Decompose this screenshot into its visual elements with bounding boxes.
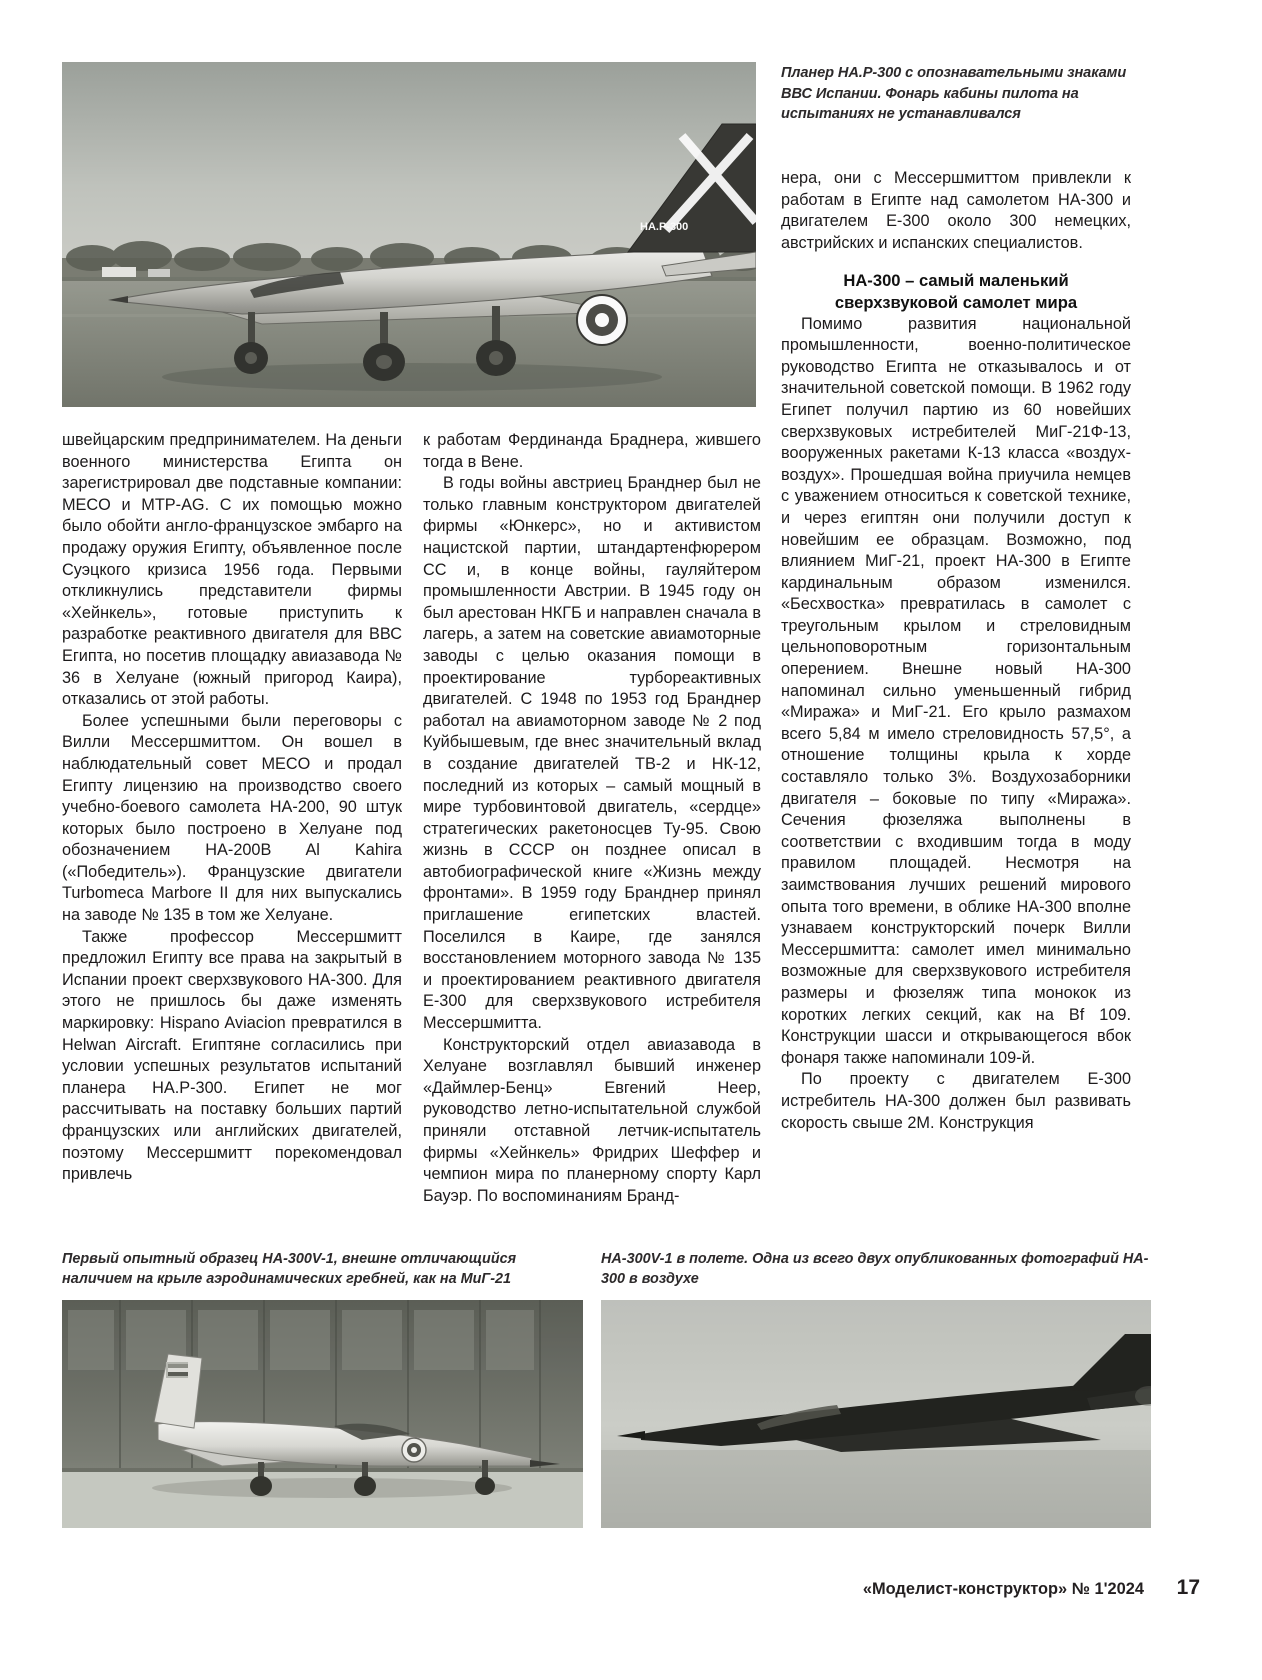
bottom-left-photo-image <box>62 1300 583 1528</box>
page-footer <box>0 1576 1262 1620</box>
publication-title: «Моделист-конструктор» № 1'2024 <box>862 1580 1144 1598</box>
paragraph: швейцарским предпринимателем. На деньги военного министерства Египта он зарегистрировал две подставные компании: MECO и MTP-AG. С их помощью можно было обойти англо-французское эмбарго на продажу оружия Египту, объявленное после Суэцкого кризиса 1956 года. Первыми откликнулись представители фирмы «Хейнкель», готовые приступить к разработке реактивного двигателя для ВВС Египта, но посетив площадку авиазавода № 36 в Хелуане (южный пригород Каира), отказались от этой работы. <box>62 431 402 709</box>
paragraph: Более успешными были переговоры с Вилли Мессершмиттом. Он вошел в наблюдательный совет MECO и продал Египту лицензию на производство своего учебно-боевого самолета HA-200, 90 штук которых было построено в Хелуане под обозначением HA-200B Al Kahira («Победитель»). Французские двигатели Turbomeca Marbore II для них выпускались на заводе № 135 в том же Хелуане. <box>62 711 402 925</box>
paragraph: Конструкторский отдел авиазавода в Хелуане возглавлял бывший инженер «Даймлер-Бенц» Евгений Неер, руководство летно-испытательной службой приняли отставной летчик-испытатель фирмы «Хейнкель» Фридрих Шеффер и чемпион мира по планерному спорту Карл Бауэр. По воспоминаниям Бранд- <box>423 1035 761 1205</box>
bottom-left-photo <box>62 1300 583 1528</box>
bottom-right-photo-image <box>601 1300 1151 1528</box>
bottom-left-photo-caption: Первый опытный образец HA-300V-1, внешне отличающийся наличием на крыле аэродинамических гребней, как на МиГ-21 <box>62 1251 517 1288</box>
column-right <box>781 168 1131 1134</box>
paragraph: к работам Фердинанда Браднера, жившего тогда в Вене. <box>423 431 761 471</box>
section-subheading: HA-300 – самый маленький сверхзвуковой самолет мира <box>834 271 1078 312</box>
hero-photo-image <box>62 62 756 407</box>
tail-marking-text: HA.P-300 <box>640 221 689 233</box>
bottom-right-photo <box>601 1300 1151 1528</box>
hero-photo <box>62 62 756 407</box>
hero-photo-caption: Планер HA.P-300 с опознавательными знаками ВВС Испании. Фонарь кабины пилота на испытаниях не устанавливался <box>781 65 1127 123</box>
column-middle <box>423 430 761 1207</box>
paragraph: нера, они с Мессершмиттом привлекли к работам в Египте над самолетом HA-300 и двигателем Е-300 около 300 немецких, австрийских и испанских специалистов. <box>781 169 1131 252</box>
column-left <box>62 430 402 1186</box>
paragraph: Также профессор Мессершмитт предложил Египту все права на закрытый в Испании проект сверхзвукового HA-300. Для этого не пришлось бы даже изменять маркировку: Hispano Aviacion превратился в Helwan Aircraft. Египтяне согласились при условии успешных результатов испытаний планера HA.P-300. Египет не мог рассчитывать на поставку больших партий французских или английских двигателей, поэтому Мессершмитт порекомендовал привлечь <box>62 927 402 1184</box>
bottom-right-photo-caption: HA-300V-1 в полете. Одна из всего двух опубликованных фотографий HA-300 в воздухе <box>601 1251 1149 1288</box>
paragraph: По проекту с двигателем Е-300 истребитель HA-300 должен был развивать скорость свыше 2М. Конструкция <box>781 1070 1131 1132</box>
paragraph: Помимо развития национальной промышленности, военно-политическое руководство Египта не отказывалось и от значительной советской помощи. В 1962 году Египет получил партию из 60 новейших сверхзвуковых истребителей МиГ-21Ф-13, вооруженных ракетами К-13 класса «воздух-воздух». Прошедшая война приучила немцев с уважением относиться к советской технике, и через египтян они получили доступ к новейшим ее образцам. Возможно, под влиянием МиГ-21, проект HA-300 в Египте кардинальным образом изменился. «Бесхвостка» превратилась в самолет с треугольным крылом и стреловидным цельноповоротным горизонтальным оперением. Внешне новый HA-300 напоминал сильно уменьшенный гибрид «Миража» и МиГ-21. Его крыло размахом всего 5,84 м имело стреловидность 57,5°, а отношение толщины крыла к хорде составляло только 3%. Воздухозаборники двигателя – боковые по типу «Миража». Сечения фюзеляжа выполнены в соответствии с входившим тогда в моду правилом площадей. Несмотря на заимствования лучших решений мирового опыта того времени, в облике HA-300 вполне узнаваем конструкторский почерк Вилли Мессершмитта: самолет имел минимально возможные для сверхзвукового истребителя размеры и фюзеляж типа монокок из коротких легких секций, как на Bf 109. Конструкции шасси и открывающегося вбок фонаря также напоминали 109-й. <box>781 314 1131 1067</box>
page-number: 17 <box>1176 1576 1200 1599</box>
paragraph: В годы войны австриец Бранднер был не только главным конструктором двигателей фирмы «Юнкерс», но и активистом нацистской партии, штандартенфюрером СС и, в конце войны, гауляйтером промышленности Австрии. В 1945 году он был арестован НКГБ и направлен сначала в лагерь, а затем на советские авиамоторные заводы с целью оказания помощи в проектирование турбореактивных двигателей. С 1948 по 1953 год Бранднер работал на авиамоторном заводе № 2 под Куйбышевым, где внес значительный вклад в создание двигателей ТВ-2 и НК-12, последний из которых – самый мощный в мире турбовинтовой двигатель, «сердце» стратегических ракетоносцев Ту-95. Свою жизнь в СССР он позднее описал в автобиографической книге «Жизнь между фронтами». В 1959 году Бранднер принял приглашение египетских властей. Поселился в Каире, где занялся восстановлением моторного завода № 135 и проектированием реактивного двигателя Е-300 для сверхзвукового истребителя Мессершмитта. <box>423 474 761 1033</box>
